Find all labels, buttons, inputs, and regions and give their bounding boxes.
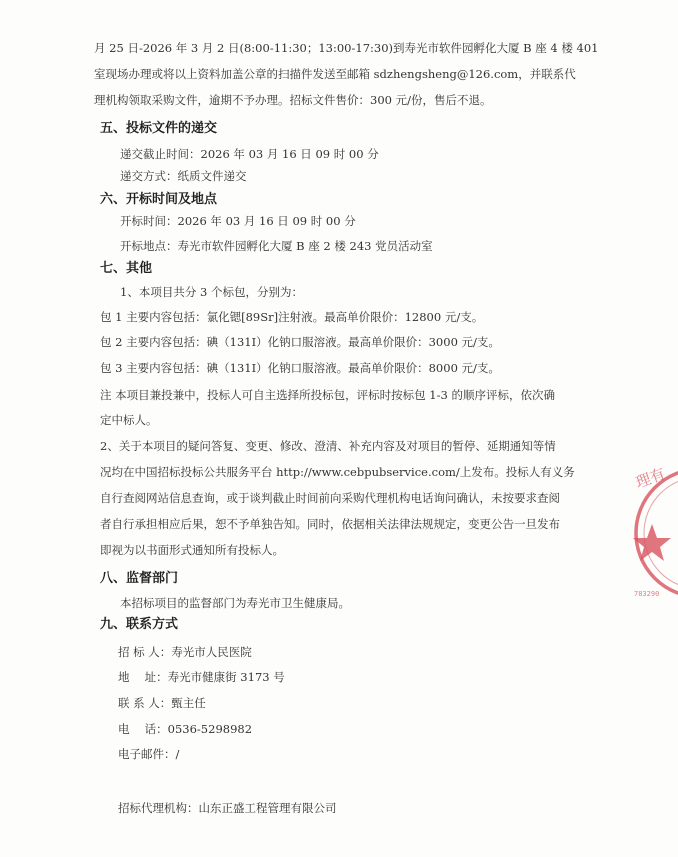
package-3: 包 3 主要内容包括：碘（131I）化钠口服溶液。最高单价限价：8000 元/支。	[100, 361, 500, 375]
intro-line-2: 室现场办理或将以上资料加盖公章的扫描件发送至邮箱 sdzhengsheng@126.com，并联系代	[94, 67, 576, 81]
notice-line-5: 即视为以书面形式通知所有投标人。	[100, 543, 284, 557]
package-1: 包 1 主要内容包括：氯化锶[89Sr]注射液。最高单价限价：12800 元/支。	[100, 310, 484, 324]
intro-line-3: 理机构领取采购文件，逾期不予办理。招标文件售价：300 元/份，售后不退。	[94, 93, 492, 107]
email-line: 电子邮件：/	[118, 747, 180, 761]
agency-line: 招标代理机构：山东正盛工程管理有限公司	[118, 801, 337, 815]
submission-method: 递交方式：纸质文件递交	[120, 169, 247, 183]
note-line-2: 定中标人。	[100, 413, 158, 427]
section-6-heading: 六、开标时间及地点	[100, 192, 218, 207]
opening-time: 开标时间：2026 年 03 月 16 日 09 时 00 分	[120, 214, 356, 228]
note-line-1: 注 本项目兼投兼中，投标人可自主选择所投标包，评标时按标包 1-3 的顺序评标，依次确	[100, 388, 555, 402]
phone-line: 电 话：0536-5298982	[118, 722, 253, 736]
package-2: 包 2 主要内容包括：碘（131I）化钠口服溶液。最高单价限价：3000 元/支。	[100, 335, 500, 349]
notice-line-1: 2、关于本项目的疑问答复、变更、修改、澄清、补充内容及对项目的暂停、延期通知等情	[100, 439, 556, 453]
submission-deadline: 递交截止时间：2026 年 03 月 16 日 09 时 00 分	[120, 147, 379, 161]
intro-line-1: 月 25 日-2026 年 3 月 2 日(8:00-11:30；13:00-17:30)到寿光市软件园孵化大厦 B 座 4 楼 401	[94, 41, 599, 55]
contact-line: 联 系 人：甄主任	[118, 696, 206, 710]
notice-line-2: 况均在中国招标投标公共服务平台 http://www.cebpubservice.com/上发布。投标人有义务	[100, 465, 575, 479]
supervision-text: 本招标项目的监督部门为寿光市卫生健康局。	[120, 596, 350, 610]
section-9-heading: 九、联系方式	[100, 617, 179, 632]
packages-intro: 1、本项目共分 3 个标包，分别为：	[120, 285, 303, 299]
section-5-heading: 五、投标文件的递交	[100, 121, 218, 136]
tenderer-line: 招 标 人：寿光市人民医院	[118, 645, 252, 659]
notice-line-3: 自行查阅网站信息查询，或于谈判截止时间前向采购代理机构电话询问确认，未按要求查阅	[100, 491, 560, 505]
address-line: 地 址：寿光市健康街 3173 号	[118, 670, 285, 684]
section-7-heading: 七、其他	[100, 261, 153, 276]
seal-text-top: 理有	[633, 464, 668, 492]
seal-number: 783290	[634, 590, 660, 598]
section-8-heading: 八、监督部门	[100, 571, 179, 586]
notice-line-4: 者自行承担相应后果，恕不予单独告知。同时，依据相关法律法规规定，变更公告一旦发布	[100, 517, 560, 531]
opening-place: 开标地点：寿光市软件园孵化大厦 B 座 2 楼 243 党员活动室	[120, 239, 433, 253]
official-seal-stamp	[630, 458, 678, 608]
